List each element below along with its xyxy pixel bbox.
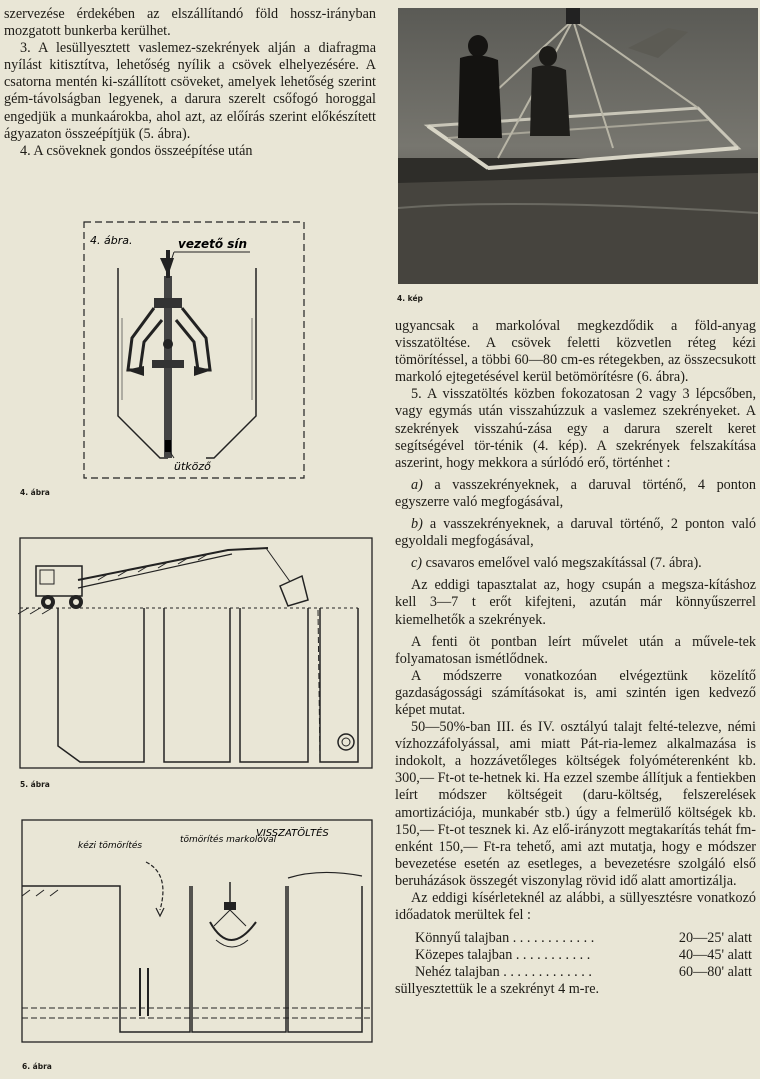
figure-5-diagram (18, 536, 376, 774)
timing-row (395, 930, 756, 947)
paragraph-experience: Az eddigi tapasztalat az, hogy csupán a megsza-kításhoz kell 3—7 t erőt kifejteni, azután már könnyűszerrel kiemelhetők a szekrények. (395, 577, 756, 628)
photo-caption: 4. kép (397, 294, 423, 303)
paragraph-step-3: 3. A lesüllyesztett vaslemez-szekrények alján a diafragma nyílást kitisztítva, lehetőség nyílik a csövek elhelyezésére. A csatorna mentén ki-szállított csöveket, amelyek lehetőség szerint gém-távolságban legyenek, a darura szerelt csőfogó horoggal engedjük a munkaárokba, ahol azt, az előírás szerint előkészített ágyazaton összeépítjük (5. ábra). (4, 40, 376, 142)
left-column (4, 6, 376, 160)
timing-table (395, 930, 756, 981)
fig4-stop-label: ütköző (174, 460, 211, 473)
fig4-rail-label: vezető sín (178, 237, 248, 251)
paragraph-step-5: 5. A visszatöltés közben fokozatosan 2 vagy 3 lépcsőben, vagy egymás után visszahúzzuk a vaslemez szekrényeket. A szekrények visszahú-zása egy a darura szerelt keret segítségével tör-ténik (4. kép). A szekrények felszakítása aszerint, hogy mekkora a súrlódó erő, történhet : (395, 386, 756, 471)
fig6-grab-label: tömörítés markolóval (180, 835, 277, 845)
option-b-text: a vasszekrényeknek, a daruval történő, 2 ponton való egyoldali megfogásával, (395, 516, 756, 550)
timing-value: 20—25' alatt (678, 930, 752, 947)
fig6-manual-label: kézi tömörítés (78, 841, 143, 851)
paragraph-closing: süllyesztettük le a szekrényt 4 m-re. (395, 981, 600, 998)
photo-crane-frame (398, 8, 758, 284)
figure-6-caption: 6. ábra (22, 1062, 52, 1071)
fig4-inner-label: 4. ábra. (90, 234, 133, 247)
figure-5-caption: 5. ábra (20, 780, 50, 789)
figure-4-caption: 4. ábra (20, 488, 50, 497)
option-a-text: a vasszekrényeknek, a daruval történő, 4 ponton egyszerre való megfogásával, (395, 476, 756, 510)
timing-value: 60—80' alatt (678, 964, 752, 981)
timing-label: Nehéz talajban . . . . . . . . . . . . . (415, 964, 592, 981)
paragraph-repeat: A fenti öt pontban leírt művelet után a művele-tek folyamatosan ismétlődnek. (395, 633, 756, 667)
timing-value: 40—45' alatt (678, 947, 752, 964)
option-b-mark: b) (411, 516, 423, 533)
timing-row (395, 964, 756, 981)
option-c (395, 555, 756, 572)
timing-row (395, 947, 756, 964)
figure-6-diagram (20, 818, 376, 1046)
option-c-mark: c) (411, 555, 423, 572)
paragraph-costs: 50—50%-ban III. és IV. osztályú talajt felté-telezve, némi vízhozzáfolyással, ami miatt Pát-ria-lemez alkalmazása is indokolt, a hozzávetőleges költségek folyóméterenként kb. 300,— Ft-ot te-hetnek ki. Ha ezzel szembe állítjuk a fentiekben leírt módszer költségeit (daru-költség, felszerelések amortizációja, munkabér stb.) úgy a felmerülő költségek kb. 150,— Ft-ot tesznek ki. Az elő-irányzott megtakarítás tehát fm-enként 150,— Ft-ra tehető, ami azt mutatja, hogy e módszer bevezetése esetén az esetleges, a bevezetésre szolgáló első beruházások összegét viszonylag rövid idő alatt amortizálja. (395, 719, 756, 889)
right-column (395, 318, 756, 999)
paragraph-economics: A módszerre vonatkozóan elvégeztünk közelítő gazdaságossági számításokat is, ami szintén igen kedvező képet mutat. (395, 667, 756, 718)
timing-label: Közepes talajban . . . . . . . . . . . (415, 947, 591, 964)
figure-4-diagram (82, 220, 308, 482)
paragraph-step-4: 4. A csöveknek gondos összeépítése után (20, 142, 253, 159)
option-c-text: csavaros emelővel való megszakítással (7. ábra). (422, 555, 702, 572)
paragraph-backfill: ugyancsak a markolóval megkezdődik a föld-anyag visszatöltése. A csövek feletti közvetlen réteg kézi tömörítéssel, a többi 60—80 cm-es rétegekben, az összecsukott markoló ejtegetésével kerül betömörítésre (6. ábra). (395, 318, 756, 386)
paragraph-continuation: szervezése érdekében az elszállítandó föld hossz-irányban mozgatott bunkerba kerülhet. (4, 6, 376, 40)
option-a-mark: a) (411, 476, 423, 493)
timing-label: Könnyű talajban . . . . . . . . . . . . (415, 930, 595, 947)
paragraph-time-data: Az eddigi kísérleteknél az alábbi, a süllyesztésre vonatkozó időadatok merültek fel : (395, 890, 756, 924)
fig6-title: VISSZATÖLTÉS (256, 828, 329, 839)
option-b (395, 516, 756, 550)
option-a (395, 477, 756, 511)
